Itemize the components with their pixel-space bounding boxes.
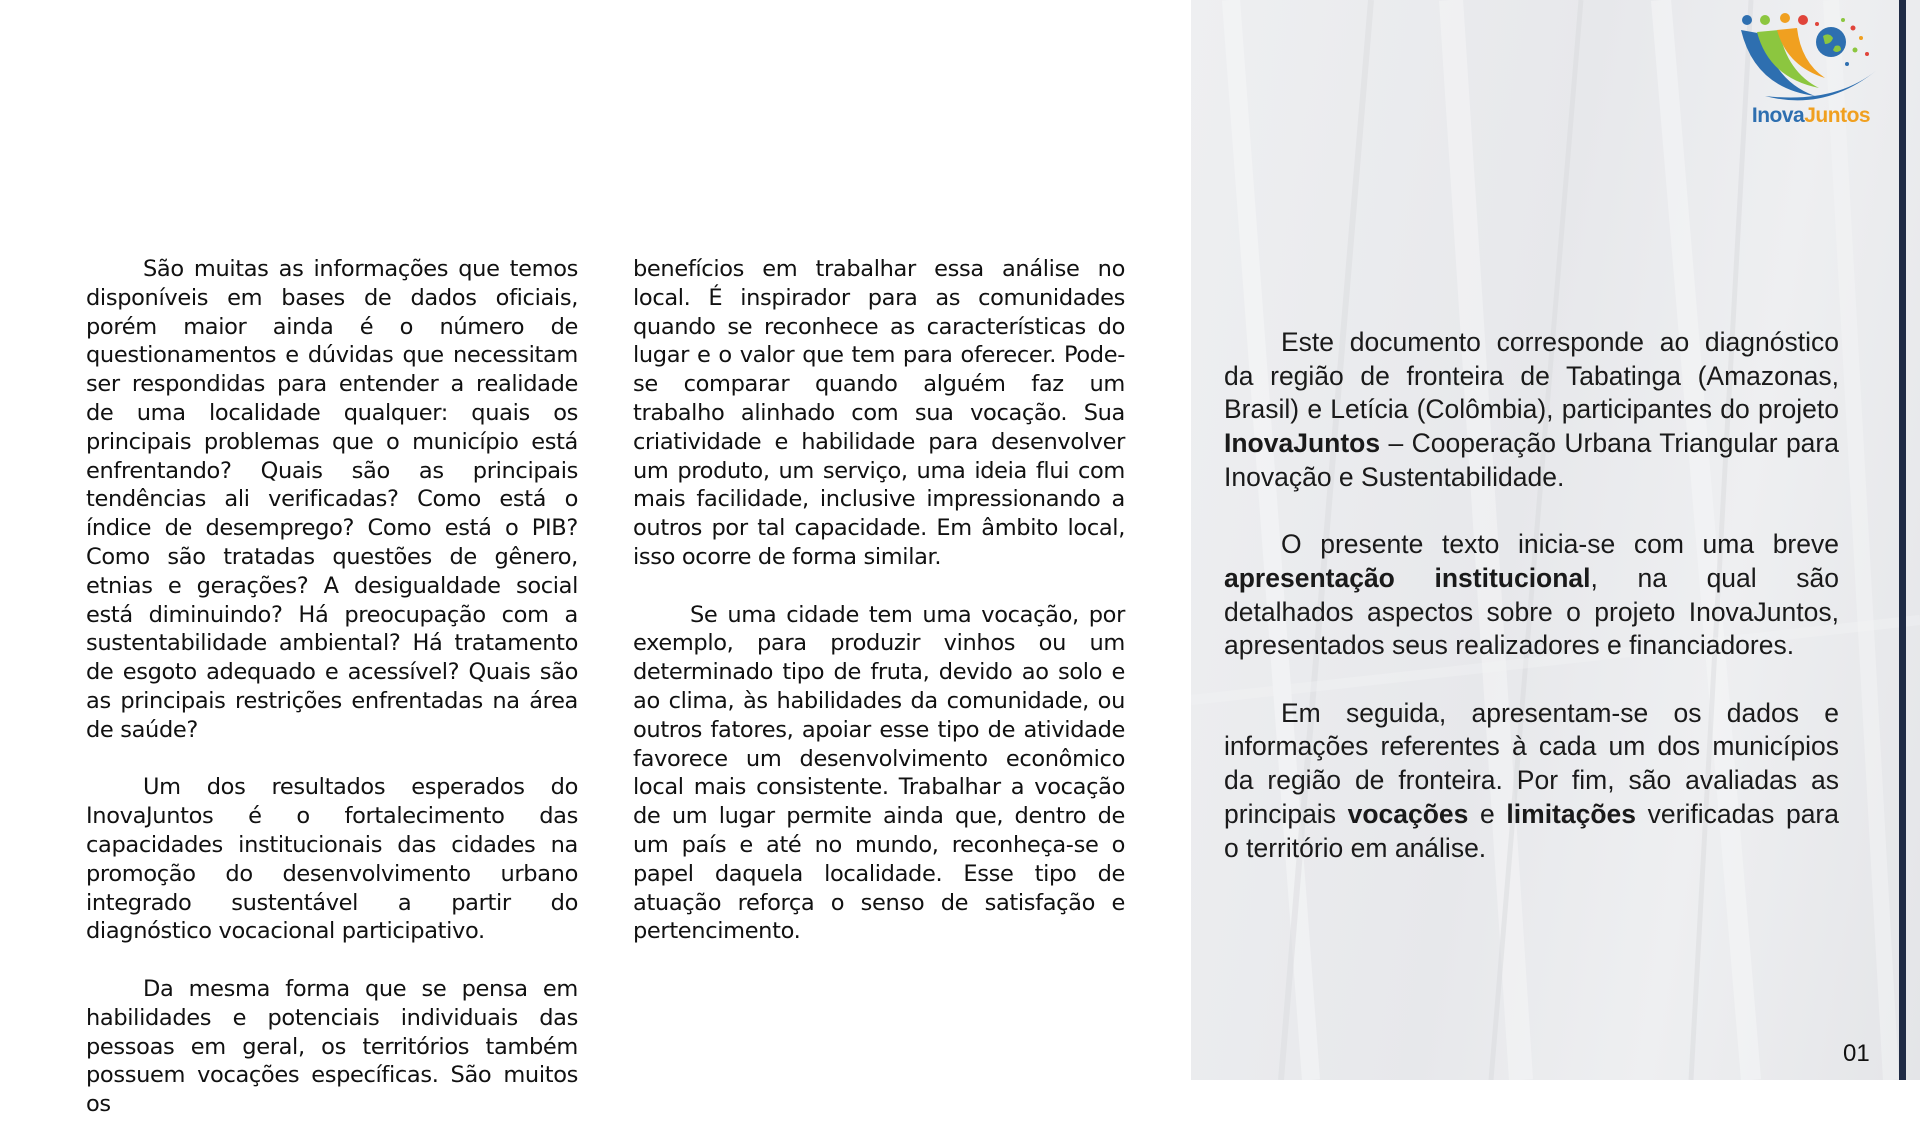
paragraph-expected-results: Um dos resultados esperados do InovaJuntos é o fortalecimento das capacidades institucionais das cidades na promoção do desenvolvimento urbano integrado sustentável a partir do diagnóstico vocacional participativo. xyxy=(86,774,578,945)
summary-paragraph-3: Em seguida, apresentam-se os dados e informações referentes à cada um dos municípios da região de fronteira. Por fim, são avaliadas as principais vocações e limitações verificadas para o território em análise. xyxy=(1224,697,1839,863)
logo-person-blue xyxy=(1742,15,1752,25)
paragraph-city-vocation: Se uma cidade tem uma vocação, por exemplo, para produzir vinhos ou um determinado tipo de fruta, devido ao solo e ao clima, às habilidades da comunidade, ou outros fatores, apoiar esse tipo de atividade favorece um desenvolvimento econômico local mais consistente. Trabalhar a vocação de um lugar permite ainda que, dentro de um país e até no mundo, reconheça-se o papel daquela localidade. Esse tipo de atuação reforça o senso de satisfação e pertencimento. xyxy=(633,601,1125,945)
summary-panel xyxy=(1191,0,1920,1080)
logo-globe xyxy=(1816,27,1846,57)
paragraph-territory-vocations: Da mesma forma que se pensa em habilidades e potenciais individuais das pessoas em geral, os territórios também possuem vocações específicas. São muitos os xyxy=(86,975,578,1118)
text-column-middle xyxy=(633,255,1125,975)
page-number: 01 xyxy=(1843,1040,1870,1067)
summary-text xyxy=(1224,326,1839,899)
bold-vocations: vocações xyxy=(1347,798,1469,829)
logo-wordmark: InovaJuntos xyxy=(1751,104,1871,127)
bold-inovajuntos: InovaJuntos xyxy=(1224,428,1381,459)
bold-institutional: apresentação institucional xyxy=(1224,562,1591,593)
logo-person-green xyxy=(1760,15,1770,25)
logo-person-orange xyxy=(1780,13,1790,23)
panel-edge-bar xyxy=(1899,0,1906,1080)
summary-paragraph-2: O presente texto inicia-se com uma breve apresentação institucional, na qual são detalhados aspectos sobre o projeto InovaJuntos, apresentados seus realizadores e financiadores. xyxy=(1224,529,1839,661)
paragraph-data-questions: São muitas as informações que temos disponíveis em bases de dados oficiais, porém maior ainda é o número de questionamentos e dúvidas que necessitam ser respondidas para entender a realidade de uma localidade qualquer: quais os principais problemas que o município está enfrentando? Quais são as principais tendências ali verificadas? Como está o índice de desemprego? Como está o PIB? Como são tratadas questões de gênero, etnias e gerações? A desigualdade social está diminuindo? Há preocupação com a sustentabilidade ambiental? Há tratamento de esgoto adequado e acessível? Quais são as principais restrições enfrentadas na área de saúde? xyxy=(86,256,578,743)
bold-limitations: limitações xyxy=(1506,798,1637,829)
paragraph-local-benefits: benefícios em trabalhar essa análise no local. É inspirador para as comunidades quando se reconhece as características do lugar e o valor que tem para oferecer. Pode-se comparar quando alguém faz um trabalho alinhado com sua vocação. Sua criatividade e habilidade para desenvolver um produto, um serviço, uma ideia flui com mais facilidade, inclusive impressionando a outros por tal capacidade. Em âmbito local, isso ocorre de forma similar. xyxy=(633,256,1125,570)
summary-paragraph-1: Este documento corresponde ao diagnóstico da região de fronteira de Tabatinga (Amazonas, Brasil) e Letícia (Colômbia), participantes do projeto InovaJuntos – Cooperação Urbana Triangular para Inovação e Sustentabilidade. xyxy=(1224,327,1839,492)
text-column-left xyxy=(86,255,578,1148)
logo-person-red xyxy=(1798,15,1808,25)
